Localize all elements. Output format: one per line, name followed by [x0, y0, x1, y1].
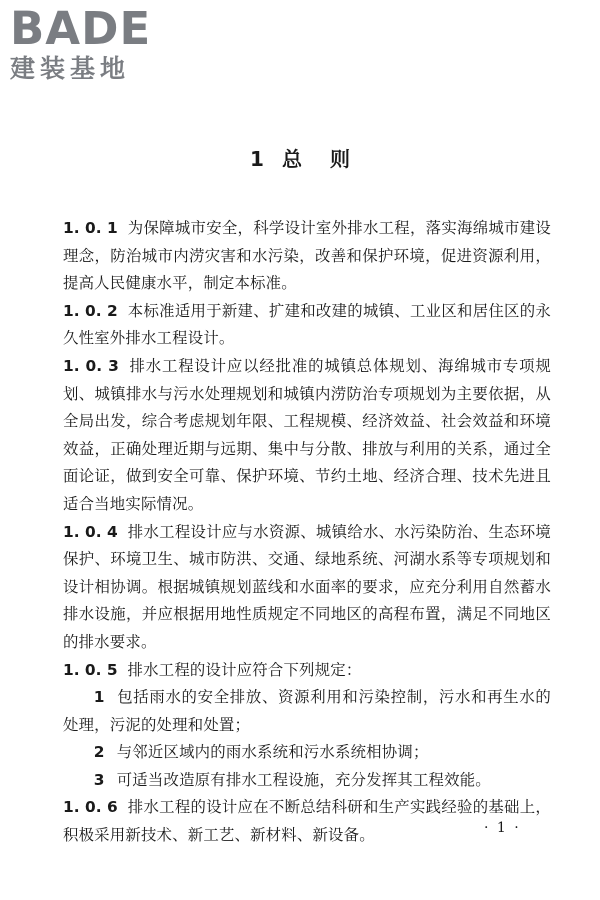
clause-number: 1. 0. 5 — [63, 660, 118, 679]
logo-chinese: 建装基地 — [10, 54, 131, 83]
list-item-text: 包括雨水的安全排放、资源利用和污染控制，污水和再生水的处理，污泥的处理和处置； — [63, 688, 551, 734]
clause-text: 排水工程设计应与水资源、城镇给水、水污染防治、生态环境保护、环境卫生、城市防洪、交通、绿地系统、河湖水系等专项规划和设计相协调。根据城镇规划蓝线和水面率的要求，应充分利用自然蓄水排水设施，并应根据用地性质规定不同地区的高程布置，满足不同地区的排水要求。 — [63, 522, 551, 651]
page-number: · 1 · — [484, 820, 521, 836]
clause-number: 1. 0. 4 — [63, 522, 118, 541]
clause-number: 1. 0. 6 — [63, 798, 118, 817]
chapter-title-char-2: 则 — [329, 147, 350, 171]
list-item-number: 3 — [93, 770, 105, 789]
list-item — [63, 684, 551, 739]
list-item-text: 与邻近区域内的雨水系统和污水系统相协调； — [116, 743, 429, 762]
clause — [63, 657, 551, 685]
clause-text: 本标准适用于新建、扩建和改建的城镇、工业区和居住区的永久性室外排水工程设计。 — [63, 301, 551, 348]
list-item-number: 1 — [93, 688, 105, 707]
logo — [10, 2, 180, 84]
clause — [63, 215, 551, 298]
clause-text: 排水工程的设计应在不断总结科研和生产实践经验的基础上，积极采用新技术、新工艺、新材料、新设备。 — [63, 798, 551, 845]
clause — [63, 353, 551, 519]
clause-number: 1. 0. 2 — [63, 301, 118, 320]
clause — [63, 298, 551, 353]
clause — [63, 794, 551, 849]
chapter-number: 1 — [250, 147, 264, 171]
clause-text: 为保障城市安全，科学设计室外排水工程，落实海绵城市建设理念，防治城市内涝灾害和水污染，改善和保护环境，促进资源利用，提高人民健康水平，制定本标准。 — [63, 219, 551, 293]
list-item-number: 2 — [93, 743, 105, 762]
list-item — [63, 739, 551, 767]
clause — [63, 519, 551, 657]
chapter-title-char-1: 总 — [281, 147, 302, 171]
list-item-text: 可适当改造原有排水工程设施，充分发挥其工程效能。 — [116, 770, 491, 789]
clause-text: 排水工程的设计应符合下列规定： — [127, 660, 362, 679]
clause-number: 1. 0. 3 — [63, 356, 119, 375]
body-text — [63, 215, 551, 850]
logo-latin: BADE — [10, 2, 152, 55]
clause-number: 1. 0. 1 — [63, 219, 118, 237]
chapter-heading — [0, 143, 600, 172]
clause-text: 排水工程设计应以经批准的城镇总体规划、海绵城市专项规划、城镇排水与污水处理规划和城镇内涝防治专项规划为主要依据，从全局出发，综合考虑规划年限、工程规模、经济效益、社会效益和环境效益，正确处理近期与远期、集中与分散、排放与利用的关系，通过全面论证，做到安全可靠、保护环境、节约土地、经济合理、技术先进且适合当地实际情况。 — [63, 356, 552, 513]
list-item — [63, 767, 551, 795]
